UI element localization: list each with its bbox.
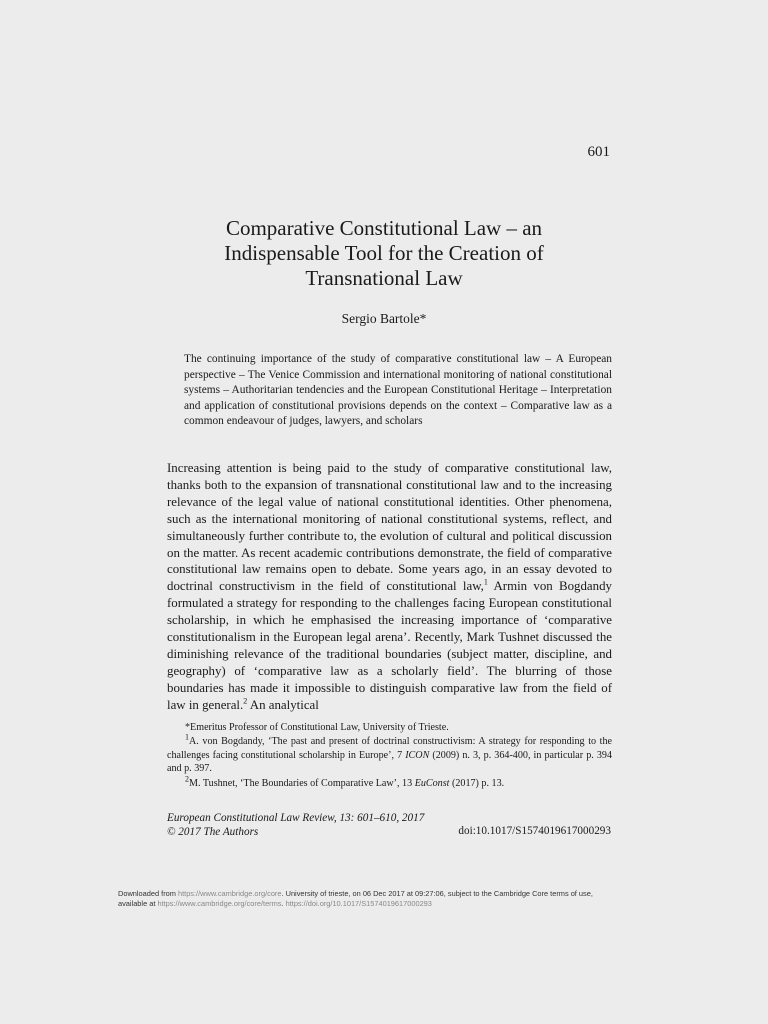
footnote-journal: EuConst [414, 777, 450, 789]
doi-link[interactable]: https://doi.org/10.1017/S1574019617000293 [285, 898, 432, 908]
copyright-line: © 2017 The Authors [167, 825, 259, 838]
title-line: Indispensable Tool for the Creation of [224, 241, 544, 265]
footnote-journal: ICON [405, 749, 430, 761]
footnote-mark: 2 [185, 774, 189, 784]
body-segment: Armin von Bogdandy formulated a strategy for responding to the challenges facing European constitutional scholarship, in which he emphasised the increasing importance of ‘comparative constitutionalism in the European legal arena’. Recently, Mark Tushnet discussed the diminishing relevance of the traditional boundaries (subject matter, discipline, and geography) of ‘comparative law as a scholarly field’. The blurring of those boundaries has made it impossible to distinguish comparative law from the field of law in general. [167, 579, 612, 712]
body-paragraph [167, 460, 612, 714]
footnote-ref[interactable]: 2 [243, 696, 248, 706]
download-text: . University of trieste, on 06 Dec 2017 at 09:27:06, subject to the Cambridge Core terms of use, [281, 889, 593, 898]
download-line-2 [118, 899, 658, 909]
abstract: The continuing importance of the study of comparative constitutional law – A European perspective – The Venice Commission and international monitoring of national constitutional systems – Authoritarian tendencies and the European Constitutional Heritage – Interpretation and application of constitutional provisions depends on the context – Comparative law as a common endeavour of judges, lawyers, and scholars [184, 353, 612, 427]
journal-line: European Constitutional Law Review, 13: 601–610, 2017 [167, 812, 425, 824]
author-name: Sergio Bartole* [341, 311, 427, 326]
footnote-text: (2017) p. 13. [449, 777, 505, 789]
footnote-2 [167, 774, 612, 790]
footnote-1 [167, 735, 612, 775]
footnote-author: *Emeritus Professor of Constitutional Law, University of Trieste. [185, 722, 449, 733]
footnotes [167, 721, 612, 791]
cambridge-core-link[interactable]: https://www.cambridge.org/core [177, 889, 282, 898]
doi: doi:10.1017/S1574019617000293 [458, 825, 611, 837]
article-title [150, 216, 618, 291]
body-text [167, 460, 612, 714]
body-segment: An analytical [247, 697, 319, 712]
footnote-mark: 1 [185, 733, 189, 743]
footnote-ref[interactable]: 1 [483, 578, 488, 588]
download-line-1 [118, 889, 658, 899]
body-segment: Increasing attention is being paid to the study of comparative constitutional law, thanks both to the expansion of transnational constitutional law and to the increasing relevance of the legal value of national constitutional identities. Other phenomena, such as the international monitoring of national constitutional systems, reflect, and simultaneously further contribute to, the evolution of cultural and political discussion on the matter. As recent academic contributions demonstrate, the field of comparative constitutional law remains open to debate. Some years ago, in an essay devoted to doctrinal constructivism in the field of constitutional law, [167, 461, 612, 594]
page-number: 601 [587, 144, 610, 160]
footnote-text: (2009) n. 3, p. 364-400, in particular p. 394 and p. 397. [167, 749, 612, 775]
download-text: . [281, 898, 286, 908]
title-line: Transnational Law [305, 266, 463, 290]
download-notice [118, 889, 658, 908]
footnote-text: A. von Bogdandy, ‘The past and present of doctrinal constructivism: A strategy for responding to the challenges facing constitutional scholarship in Europe’, 7 [167, 736, 612, 761]
download-text: Downloaded from [118, 889, 178, 898]
footnote-text: M. Tushnet, ‘The Boundaries of Comparative Law’, 13 [189, 777, 415, 789]
journal-citation [167, 812, 424, 839]
terms-link[interactable]: https://www.cambridge.org/core/terms [157, 898, 282, 908]
title-line: Comparative Constitutional Law – an [225, 216, 543, 240]
download-text: available at [118, 898, 158, 908]
